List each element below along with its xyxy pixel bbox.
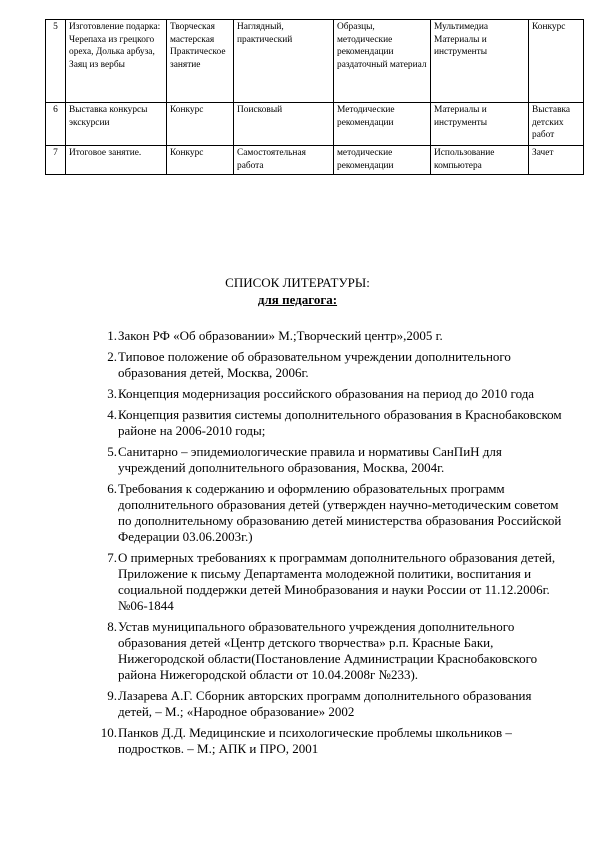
literature-subtitle: для педагога:: [257, 292, 338, 307]
item-text: Типовое положение об образовательном учреждении дополнительного образования детей, Москва, 2006г.: [118, 349, 511, 380]
list-item: [87, 444, 562, 476]
literature-list: [87, 328, 562, 762]
item-number: 2.: [107, 349, 117, 364]
lesson-plan-table: [45, 19, 584, 175]
item-number: 7.: [107, 550, 117, 565]
form-cell: Творческая мастерская Практическое занятие: [167, 20, 234, 103]
list-item: [87, 481, 562, 545]
assessment-cell: Конкурс: [529, 20, 584, 103]
item-number: 3.: [107, 386, 117, 401]
item-number: 1.: [107, 328, 117, 343]
item-number: 4.: [107, 407, 117, 422]
item-number: 9.: [107, 688, 117, 703]
list-item: [87, 619, 562, 683]
literature-title: СПИСОК ЛИТЕРАТУРЫ:: [225, 275, 370, 290]
item-text: Панков Д.Д. Медицинские и психологические проблемы школьников – подростков. – М.; АПК и ПРО, 2001: [118, 725, 512, 756]
item-number: 6.: [107, 481, 117, 496]
method-cell: Самостоятельная работа: [234, 146, 334, 175]
item-text: Устав муниципального образовательного учреждения дополнительного образования детей «Центр детского творчества» р.п. Красные Баки, Нижегородской области(Постановление Администрации Краснобаковского района Нижегородской области от 10.04.2008г №233).: [118, 619, 538, 682]
table-row: [46, 146, 584, 175]
list-item: [87, 725, 562, 757]
row-number: 6: [46, 103, 66, 146]
item-text: Закон РФ «Об образовании» М.;Творческий центр»,2005 г.: [118, 328, 443, 343]
item-text: Требования к содержанию и оформлению образовательных программ дополнительного образования детей (утвержден научно-методическим советом по дополнительному образованию детей министерства образования Российской Федерации 03.06.2003г.): [118, 481, 562, 544]
list-item: [87, 386, 562, 402]
list-item: [87, 550, 562, 614]
assessment-cell: Зачет: [529, 146, 584, 175]
method-cell: Поисковый: [234, 103, 334, 146]
item-number: 8.: [107, 619, 117, 634]
row-number: 7: [46, 146, 66, 175]
item-text: Лазарева А.Г. Сборник авторских программ дополнительного образования детей, – М.; «Народное образование» 2002: [118, 688, 532, 719]
form-cell: Конкурс: [167, 103, 234, 146]
equipment-cell: Использование компьютера: [431, 146, 529, 175]
materials-cell: методические рекомендации: [334, 146, 431, 175]
topic-cell: Изготовление подарка: Черепаха из грецкого ореха, Долька арбуза, Заяц из вербы: [66, 20, 167, 103]
table-row: [46, 103, 584, 146]
equipment-cell: Мультимедиа Материалы и инструменты: [431, 20, 529, 103]
table-row: [46, 20, 584, 103]
list-item: [87, 328, 562, 344]
form-cell: Конкурс: [167, 146, 234, 175]
topic-cell: Выставка конкурсы экскурсии: [66, 103, 167, 146]
item-number: 10.: [100, 725, 117, 740]
item-text: Концепция развития системы дополнительного образования в Краснобаковском районе на 2006-2010 годы;: [118, 407, 562, 438]
assessment-cell: Выставка детских работ: [529, 103, 584, 146]
equipment-cell: Материалы и инструменты: [431, 103, 529, 146]
item-text: О примерных требованиях к программам дополнительного образования детей, Приложение к письму Департамента молодежной политики, воспитания и социальной поддержки детей Минобразования и науки России от 11.12.2006г. №06-1844: [118, 550, 556, 613]
materials-cell: Образцы, методические рекомендации раздаточный материал: [334, 20, 431, 103]
list-item: [87, 407, 562, 439]
item-text: Санитарно – эпидемиологические правила и нормативы СанПиН для учреждений дополнительного образования, Москва, 2004г.: [118, 444, 502, 475]
topic-cell: Итоговое занятие.: [66, 146, 167, 175]
row-number: 5: [46, 20, 66, 103]
materials-cell: Методические рекомендации: [334, 103, 431, 146]
list-item: [87, 349, 562, 381]
item-number: 5.: [107, 444, 117, 459]
list-item: [87, 688, 562, 720]
method-cell: Наглядный, практический: [234, 20, 334, 103]
item-text: Концепция модернизация российского образования на период до 2010 года: [118, 386, 535, 401]
